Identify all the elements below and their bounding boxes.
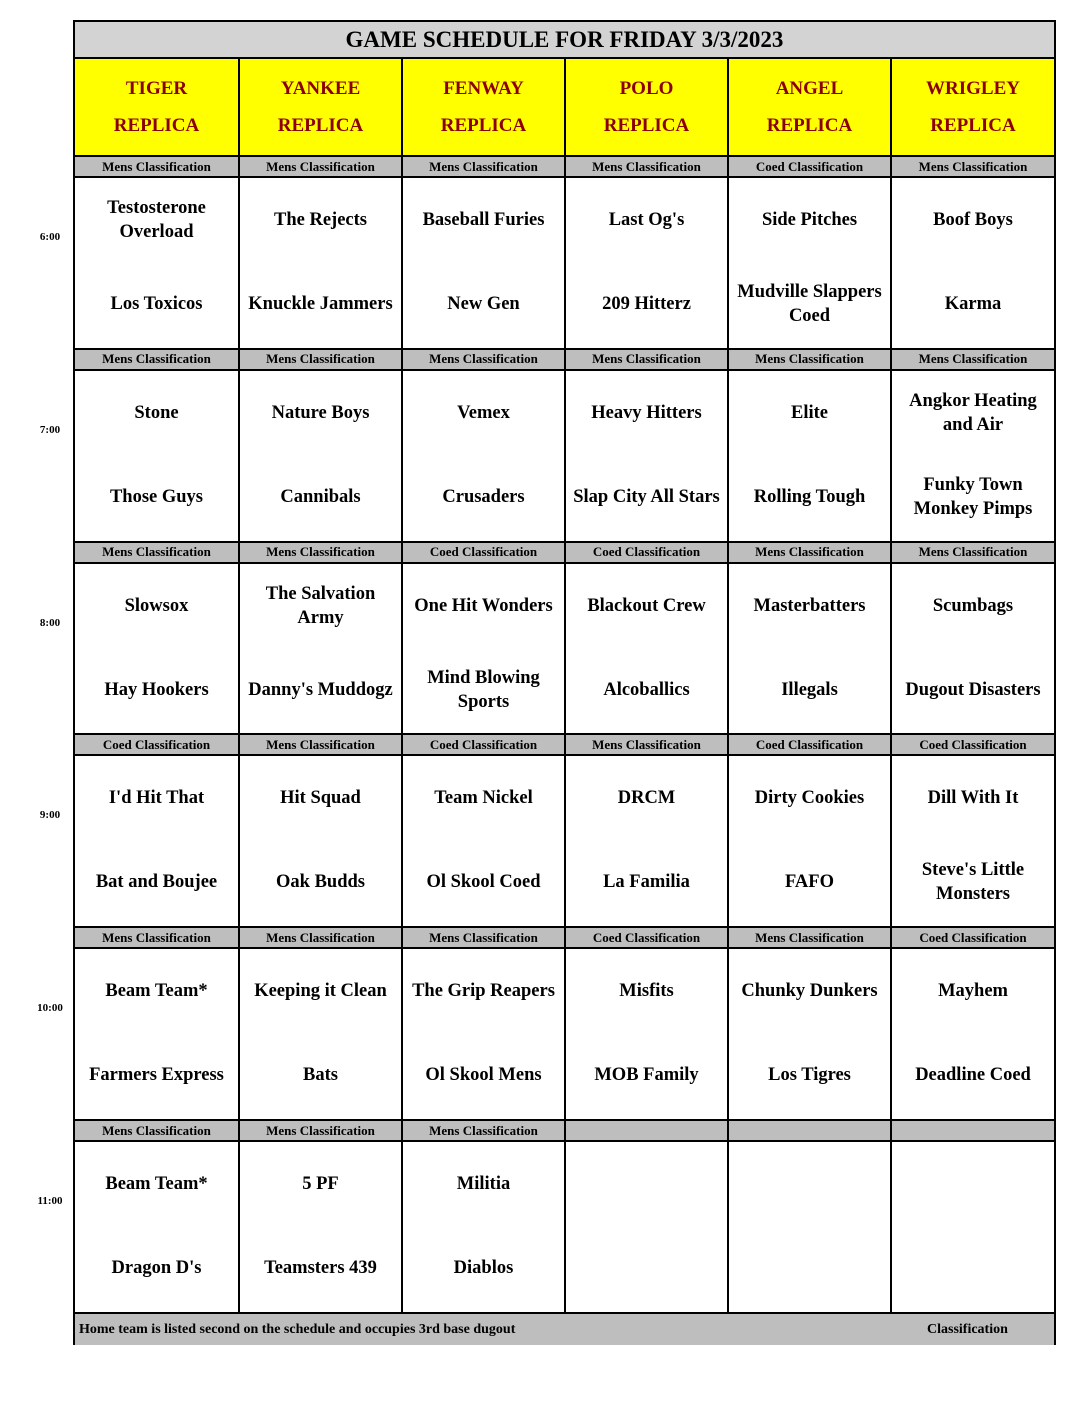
away-team: Last Og's: [608, 210, 685, 230]
away-team: I'd Hit That: [108, 788, 205, 809]
game-cell: [75, 371, 238, 541]
home-team: Ol Skool Coed: [426, 872, 541, 893]
home-team: MOB Family: [594, 1065, 699, 1086]
classification-label: Coed Classification: [102, 736, 211, 752]
home-team: Dragon D's: [111, 1258, 202, 1278]
game-cell: [890, 1142, 1054, 1312]
home-team: Teamsters 439: [264, 1258, 377, 1278]
home-team: Bat and Boujee: [95, 872, 218, 893]
home-team: Deadline Coed: [915, 1065, 1031, 1086]
classification-label: Coed Classification: [727, 735, 890, 754]
classification-label: Mens Classification: [727, 928, 890, 947]
away-team: Dirty Cookies: [754, 788, 865, 809]
away-team: Misfits: [619, 981, 674, 1002]
field-header-fenway: [401, 59, 564, 155]
game-cell: [727, 949, 890, 1119]
classification-label: Mens Classification: [401, 157, 564, 176]
home-team: [892, 1241, 1054, 1295]
game-cell: [890, 564, 1054, 734]
game-cell: [401, 178, 564, 348]
time-label: 10:00: [37, 1002, 63, 1015]
away-team: Beam Team*: [105, 1174, 208, 1194]
classification-label: Mens Classification: [238, 735, 401, 754]
game-cell: [75, 756, 238, 926]
classification-label: Mens Classification: [401, 928, 564, 947]
away-team: Elite: [791, 402, 828, 423]
away-team: The Grip Reapers: [412, 981, 555, 1002]
time-label: 9:00: [39, 809, 61, 822]
classification-label: Mens Classification: [564, 735, 727, 754]
away-team: The Rejects: [274, 210, 367, 230]
field-subtitle: REPLICA: [766, 115, 853, 136]
away-team: Baseball Furies: [422, 210, 545, 230]
game-cell: [564, 178, 727, 348]
home-team: Slap City All Stars: [573, 486, 720, 507]
away-team: [566, 1157, 727, 1211]
home-team: FAFO: [785, 872, 834, 893]
game-cell: [401, 1142, 564, 1312]
game-cell: [564, 756, 727, 926]
footer-note: Home team is listed second on the schedule and occupies 3rd base dugout: [79, 1322, 516, 1337]
classification-label: Coed Classification: [401, 735, 564, 754]
home-team: Those Guys: [109, 486, 204, 507]
away-team: Mayhem: [938, 981, 1008, 1002]
home-team: [729, 1241, 890, 1295]
classification-label: Coed Classification: [564, 543, 727, 562]
classification-label: Coed Classification: [890, 735, 1054, 754]
classification-label: Mens Classification: [564, 350, 727, 369]
home-team: Diablos: [453, 1258, 514, 1278]
away-team: Beam Team*: [105, 981, 208, 1002]
footer-band: [75, 1312, 1054, 1345]
classification-label: Mens Classification: [102, 351, 211, 367]
away-team: The Salvation Army: [265, 583, 376, 628]
game-cell: [238, 756, 401, 926]
home-team: Oak Budds: [276, 872, 365, 893]
away-team: Heavy Hitters: [591, 402, 702, 423]
classification-label: Mens Classification: [890, 543, 1054, 562]
classification-label: Mens Classification: [727, 350, 890, 369]
away-team: DRCM: [617, 788, 676, 809]
field-header-polo: [564, 59, 727, 155]
away-team: One Hit Wonders: [414, 595, 553, 616]
field-name: WRIGLEY: [926, 78, 1020, 99]
away-team: Boof Boys: [933, 210, 1013, 230]
classification-label: Mens Classification: [401, 1121, 564, 1140]
home-team: Bats: [303, 1065, 338, 1086]
away-team: 5 PF: [302, 1174, 339, 1194]
game-cell: [401, 371, 564, 541]
away-team: [729, 1157, 890, 1211]
game-cell: [75, 564, 238, 734]
game-cell: [238, 371, 401, 541]
classification-label: Mens Classification: [238, 1121, 401, 1140]
classification-label: Mens Classification: [890, 157, 1054, 176]
home-team: Rolling Tough: [753, 486, 866, 507]
field-name: ANGEL: [775, 78, 844, 99]
away-team: Vemex: [457, 402, 510, 423]
field-name: POLO: [619, 78, 674, 99]
time-label: 11:00: [37, 1195, 63, 1207]
field-header-tiger: [75, 59, 238, 155]
home-team: Karma: [944, 294, 1002, 314]
game-cell: [890, 371, 1054, 541]
classification-label: [564, 1121, 727, 1140]
footer-classification: Classification: [927, 1322, 1008, 1337]
away-team: Nature Boys: [271, 402, 370, 423]
away-team: Testosterone Overload: [107, 198, 206, 242]
home-team: 209 Hitterz: [602, 294, 691, 314]
classification-label: Mens Classification: [238, 157, 401, 176]
game-cell: [564, 949, 727, 1119]
game-cell: [401, 564, 564, 734]
game-cell: [890, 178, 1054, 348]
field-subtitle: REPLICA: [930, 115, 1016, 136]
away-team: Militia: [456, 1174, 511, 1194]
home-team: Hay Hookers: [104, 679, 209, 700]
field-subtitle: REPLICA: [440, 115, 527, 136]
home-team: Illegals: [781, 679, 838, 700]
game-cell: [727, 756, 890, 926]
home-team: Alcoballics: [603, 679, 690, 700]
classification-label: Coed Classification: [564, 928, 727, 947]
game-cell: [564, 564, 727, 734]
classification-label: Mens Classification: [238, 543, 401, 562]
classification-label: Mens Classification: [238, 350, 401, 369]
game-cell: [727, 178, 890, 348]
classification-label: Mens Classification: [102, 1122, 211, 1138]
away-team: Slowsox: [124, 595, 189, 616]
schedule-sheet: [73, 20, 1056, 1345]
field-header-yankee: [238, 59, 401, 155]
page-title: GAME SCHEDULE FOR FRIDAY 3/3/2023: [75, 22, 1054, 59]
game-cell: [727, 371, 890, 541]
time-label: 7:00: [39, 423, 61, 436]
classification-label: Coed Classification: [401, 543, 564, 562]
home-team: Mudville Slappers Coed: [737, 282, 882, 326]
away-team: Masterbatters: [753, 595, 866, 616]
field-header-angel: [727, 59, 890, 155]
field-name: YANKEE: [280, 78, 361, 99]
home-team: Steve's Little Monsters: [921, 860, 1025, 905]
home-team: Crusaders: [442, 486, 525, 507]
field-subtitle: REPLICA: [113, 115, 200, 136]
home-team: Farmers Express: [89, 1065, 224, 1086]
game-cell: [564, 371, 727, 541]
game-cell: [238, 178, 401, 348]
game-cell: [401, 756, 564, 926]
game-cell: [890, 949, 1054, 1119]
away-team: Stone: [134, 402, 179, 423]
home-team: Dugout Disasters: [905, 679, 1041, 700]
game-cell: [75, 1142, 238, 1312]
game-cell: [238, 1142, 401, 1312]
game-cell: [238, 564, 401, 734]
game-cell: [238, 949, 401, 1119]
classification-label: Mens Classification: [727, 543, 890, 562]
home-team: Cannibals: [280, 486, 361, 507]
time-label: 8:00: [39, 616, 61, 629]
game-cell: [75, 949, 238, 1119]
time-label: 6:00: [39, 231, 61, 243]
classification-label: Mens Classification: [890, 350, 1054, 369]
away-team: [892, 1157, 1054, 1211]
field-subtitle: REPLICA: [603, 115, 690, 136]
game-cell: [564, 1142, 727, 1312]
game-cell: [727, 1142, 890, 1312]
classification-label: Mens Classification: [564, 157, 727, 176]
away-team: Keeping it Clean: [254, 981, 387, 1002]
field-header-wrigley: [890, 59, 1054, 155]
away-team: Side Pitches: [761, 210, 858, 230]
home-team: Danny's Muddogz: [248, 679, 393, 700]
home-team: Knuckle Jammers: [248, 294, 393, 314]
away-team: Chunky Dunkers: [741, 981, 878, 1002]
game-cell: [75, 178, 238, 348]
game-cell: [890, 756, 1054, 926]
away-team: Dill With It: [927, 788, 1019, 809]
field-name: TIGER: [125, 78, 188, 99]
classification-label: Mens Classification: [102, 544, 211, 560]
away-team: Team Nickel: [434, 788, 533, 809]
away-team: Hit Squad: [280, 788, 361, 809]
classification-label: [890, 1121, 1054, 1140]
home-team: [566, 1241, 727, 1295]
home-team: New Gen: [447, 294, 520, 314]
away-team: Angkor Heating and Air: [909, 390, 1037, 435]
field-name: FENWAY: [443, 78, 524, 99]
classification-label: Coed Classification: [727, 157, 890, 176]
home-team: Funky Town Monkey Pimps: [913, 474, 1033, 519]
field-subtitle: REPLICA: [277, 115, 364, 136]
home-team: Los Tigres: [768, 1065, 851, 1086]
home-team: Ol Skool Mens: [425, 1065, 542, 1086]
away-team: Scumbags: [932, 595, 1014, 616]
home-team: Mind Blowing Sports: [427, 667, 540, 712]
classification-label: Coed Classification: [890, 928, 1054, 947]
game-cell: [727, 564, 890, 734]
home-team: Los Toxicos: [110, 294, 203, 314]
classification-label: Mens Classification: [238, 928, 401, 947]
classification-label: [727, 1121, 890, 1140]
home-team: La Familia: [603, 872, 690, 893]
classification-label: Mens Classification: [401, 350, 564, 369]
game-cell: [401, 949, 564, 1119]
away-team: Blackout Crew: [587, 595, 706, 616]
classification-label: Mens Classification: [102, 929, 211, 945]
classification-label: Mens Classification: [102, 158, 211, 174]
